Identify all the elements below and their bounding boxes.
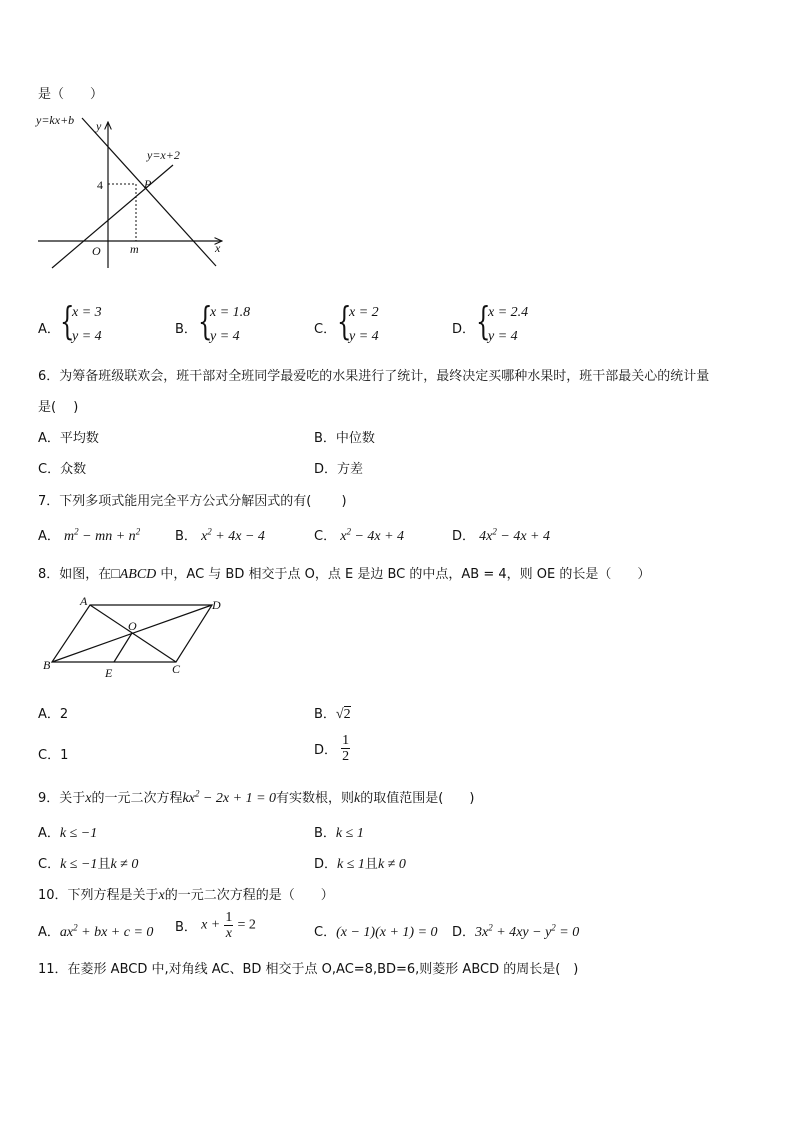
label-origin: O — [92, 244, 101, 258]
q8-option-a: A．2 — [38, 707, 69, 722]
label-a: A — [80, 595, 88, 608]
q10-option-a: A．$ax^2$ + bx + c = 0 — [38, 922, 154, 940]
q9-option-d: D．k ≤ 1且k ≠ 0 — [314, 857, 406, 872]
eq-y: y = 4 — [488, 329, 518, 344]
eq-x: x = 3 — [72, 305, 102, 320]
label-b: B — [43, 658, 51, 672]
q6-option-b: B．中位数 — [314, 431, 375, 446]
label-x-axis: x — [215, 241, 221, 255]
q6-option-a: A．平均数 — [38, 431, 99, 446]
label-x-tick: m — [130, 242, 139, 256]
q10-option-c: C．(x − 1)(x + 1) = 0 — [314, 925, 438, 940]
option-letter: A． — [38, 322, 60, 337]
eq-y: y = 4 — [72, 329, 102, 344]
q9-option-a: A．k ≤ −1 — [38, 826, 98, 841]
sqrt-icon: √ — [335, 707, 344, 722]
q8-option-b: B．√2 — [314, 707, 351, 722]
q9-option-b: B．k ≤ 1 — [314, 826, 364, 841]
q7-option-a: A． $m^2$ − mn + $n^2$ — [38, 526, 141, 544]
label-point-p: P — [144, 177, 152, 191]
label-kx-b: y=kx+b — [36, 113, 75, 127]
option-letter: C． — [314, 322, 337, 337]
brace-icon: { — [337, 299, 352, 343]
q7-option-b: B． $x^2 + 4x - 4$ — [175, 526, 265, 544]
q7-stem: 7．下列多项式能用完全平方公式分解因式的有( ) — [38, 494, 347, 509]
q6-line2: 是( ) — [38, 400, 79, 415]
q7-option-d: D． $4x^2 - 4x + 4$ — [452, 526, 550, 544]
q6-option-d: D．方差 — [314, 462, 364, 477]
q9-option-c: C．k ≤ −1且k ≠ 0 — [38, 857, 139, 872]
q7-option-c: C． $x^2 - 4x + 4$ — [314, 526, 405, 544]
q6-option-c: C．众数 — [38, 462, 87, 477]
eq-x: x = 1.8 — [210, 305, 251, 320]
brace-icon: { — [476, 299, 491, 343]
label-o: O — [128, 619, 137, 633]
brace-icon: { — [198, 299, 213, 343]
q5-stem-tail: 是（ ） — [38, 87, 104, 102]
label-y-axis: y — [96, 119, 102, 133]
eq-x: x = 2 — [349, 305, 379, 320]
eq-x: x = 2.4 — [488, 305, 529, 320]
line-x-plus-2 — [52, 165, 173, 268]
label-y-tick: 4 — [97, 178, 103, 192]
q10-option-d: D．$3x^2 + 4xy - y^2 = 0$ — [452, 922, 580, 940]
label-x-plus-2: y=x+2 — [147, 148, 180, 162]
segment-oe — [114, 633, 132, 662]
option-letter: C． — [314, 529, 337, 544]
eq-y: y = 4 — [210, 329, 240, 344]
q10-option-b: B． x + $\frac{1}{x}$ = 2 — [175, 910, 256, 941]
label-c: C — [172, 662, 181, 676]
q9-stem: 9．关于x的一元二次方程$kx^2 - 2x + 1 = 0$有实数根，则k的取值范围是( ) — [38, 788, 475, 806]
q8-option-c: C．1 — [38, 748, 69, 763]
label-e: E — [105, 666, 113, 680]
option-letter: B． — [175, 529, 197, 544]
q8-figure — [40, 595, 230, 685]
option-letter: D． — [452, 529, 476, 544]
q6-line1: 6．为筹备班级联欢会，班干部对全班同学最爱吃的水果进行了统计，最终决定买哪种水果时，班干部最关心的统计量 — [38, 369, 710, 384]
option-letter: A． — [38, 529, 60, 544]
eq-y: y = 4 — [349, 329, 379, 344]
option-letter: B． — [175, 322, 197, 337]
brace-icon: { — [60, 299, 75, 343]
line-kx-b — [82, 118, 216, 266]
q10-stem: 10．下列方程是关于x的一元二次方程的是（ ） — [38, 888, 334, 903]
q11-stem: 11．在菱形 ABCD 中,对角线 AC、BD 相交于点 O,AC=8,BD=6,则菱形 ABCD 的周长是( ) — [38, 962, 579, 977]
q5-graph — [30, 110, 240, 270]
q8-stem: 8．如图，在□ABCD 中，AC 与 BD 相交于点 O，点 E 是边 BC 的中点，AB = 4，则 OE 的长是（ ） — [38, 567, 651, 582]
q8-option-d: D． $\frac{1}{2}$ — [314, 733, 350, 764]
label-d: D — [212, 598, 221, 612]
option-letter: D． — [452, 322, 476, 337]
